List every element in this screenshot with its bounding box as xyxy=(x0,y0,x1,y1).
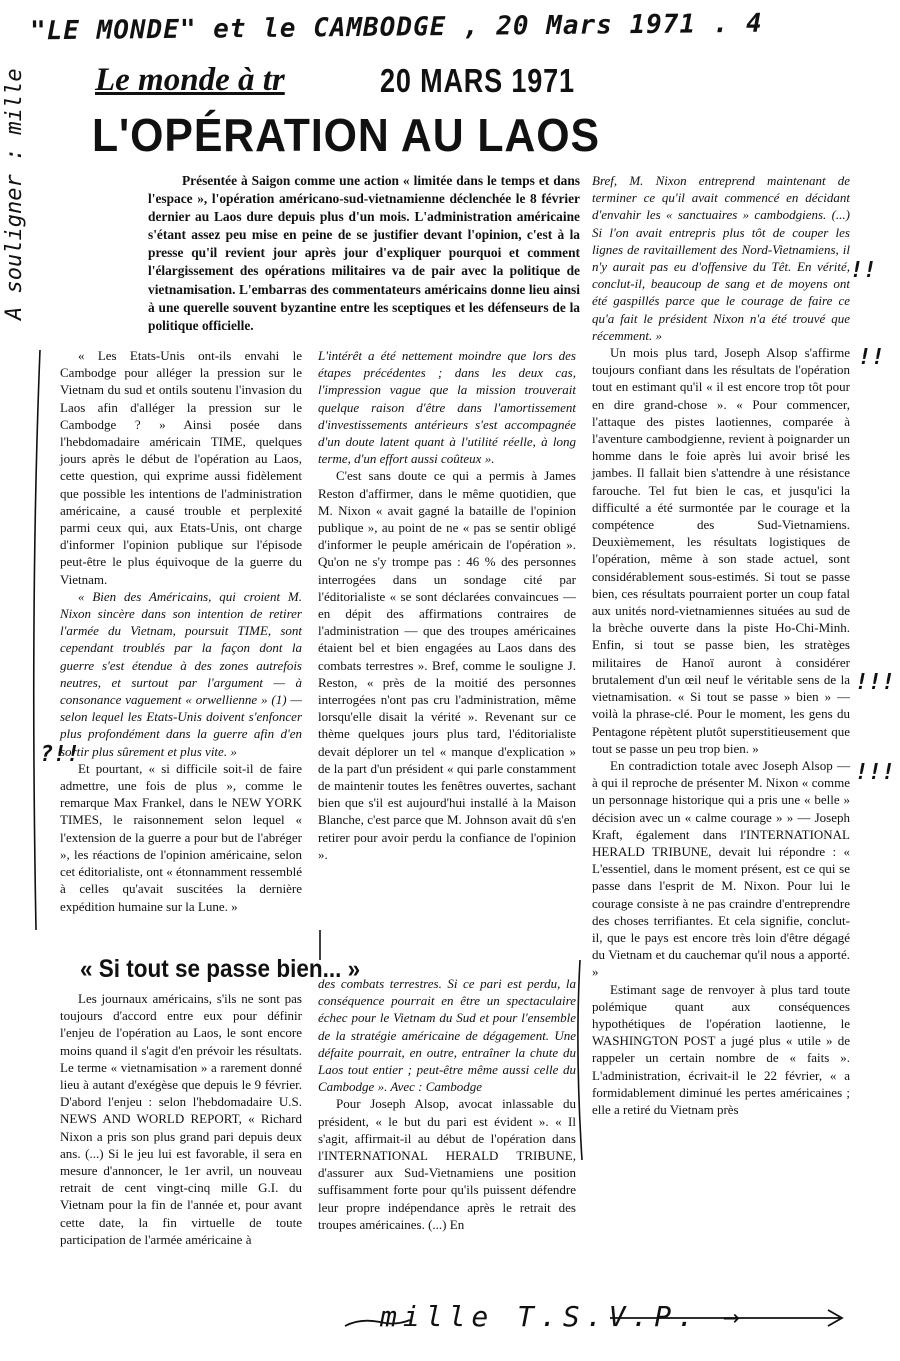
exclamation-annotation: !! xyxy=(850,258,877,283)
paragraph: des combats terrestres. Si ce pari est perdu, la conséquence pourrait en être un spectaculaire échec pour le Vietnam du Sud et pour l'ensemble de la stratégie américaine de dégagement. Une défaite pourrait, en outre, entraîner la chute du Laos tout entier ; peut-être même aussi celle du Cambodge ». Avec : Cambodge xyxy=(318,976,576,1095)
paragraph: « Les Etats-Unis ont-ils envahi le Cambodge pour alléger la pression sur le Vietnam du sud et ontils soutenu l'invasion du Laos afin d'alléger la pression sur le Cambodge ? » Ainsi posée dans l'hebdomadaire américain TIME, quelques jours après le début de l'opération au Laos, cette question, qui exprime aussi fidèlement que possible les intentions de l'administration américaine, a causé trouble et perplexité parmi ceux qui, aux Etats-Unis, ont charge d'informer l'opinion publique sur l'épisode peut-être le plus équivoque de la guerre du Vietnam. xyxy=(60,348,302,587)
paragraph: Un mois plus tard, Joseph Alsop s'affirme toujours confiant dans les résultats de l'opération tout en estimant qu'il « il est encore trop tôt pour en dire grand-chose ». « Pour commencer, l'attaque des pistes laotiennes, comparée à l'aventure cambodgienne, revient à poignarder un homme dans le foie après lui avoir brisé les jambes. Il fallait bien s'attendre à une résistance farouche. Tel fut bien le cas, et jusqu'ici la difficulté a été surmontée par le courage et la compétence des Sud-Vietnamiens. Deuxièmement, les résultats logistiques de l'opération, même à son stade actuel, sont considérablement sous-estimés. Si tout se passe bien, ces résultats pourraient porter un coup fatal aux unités nord-vietnamiennes situées au sud de la brèche ouverte dans la piste Ho-Chi-Minh. Enfin, si tout se passe bien, les stratèges militaires de Hanoï auront à considérer brutalement d'un œil neuf le véritable sens de la vietnamisation. « Si tout se passe » bien » — voilà la phrase-clé. Pour le moment, les gens du Pentagone répètent plutôt superstitieusement que tout se passe un peu trop bien. » xyxy=(592,345,850,756)
headline: L'OPÉRATION AU LAOS xyxy=(92,109,600,161)
exclamation-annotation: !!! xyxy=(855,670,895,695)
paragraph: Pour Joseph Alsop, avocat inlassable du président, « le but du pari est évident ». « Il s'agit, affirmait-il au début de l'opération dans l'INTERNATIONAL HERALD TRIBUNE, d'assurer aux Sud-Vietnamiens une position suffisamment forte pour qu'ils puissent défendre leur propre indépendance après le retrait des troupes américaines. (...) En xyxy=(318,1096,576,1232)
paragraph: En contradiction totale avec Joseph Alsop — à qui il reproche de présenter M. Nixon « comme un personnage historique qui a pris une « belle » décision avec un « calme courage » » — Joseph Kraft, également dans l'INTERNATIONAL HERALD TRIBUNE, devait lui répondre : « L'essentiel, dans le moment présent, est ce qui se passe dans l'esprit de M. Nixon. Pour lui le courage consiste à ne pas craindre d'entreprendre des choses terrifiantes. Et cela signifie, conclut-il, que le pays est encore très loin d'être dégagé du Vietnam et du cauchemar qu'il nous a apporté. » xyxy=(592,757,850,980)
lead-paragraph: Présentée à Saigon comme une action « limitée dans le temps et dans l'espace », l'opération américano-sud-vietnamienne déclenchée le 8 février dernier au Laos dure depuis plus d'un mois. L'administration américaine s'étant assez peu mise en peine de se justifier devant l'opinion, c'est à la presse qu'il revient jour après jour d'expliquer pourquoi et comment l'élargissement des opérations militaires va de pair avec la politique de vietnamisation. L'embarras des commentateurs américains donne lieu ainsi à une querelle souvent byzantine entre les sceptiques et les défenseurs de la politique officielle. xyxy=(148,173,580,333)
exclamation-annotation: !!! xyxy=(855,760,895,785)
margin-line xyxy=(34,350,40,930)
margin-line xyxy=(578,960,582,1160)
exclamation-annotation: !! xyxy=(858,345,885,370)
paragraph: Bref, M. Nixon entreprend maintenant de terminer ce qu'il avait commencé en décidant d'envahir les « sanctuaires » cambodgiens. (...) Si l'on avait entrepris plus tôt de couper les lignes de ravitaillement des Nord-Vietnamiens, il n'y aurait pas eu d'offensive du Têt. En vérité, conclut-il, beaucoup de sang et de moyens ont été gaspillés parce que le courage de faire ce qu'a fait le président Nixon n'a été trouvé que récemment. » xyxy=(592,173,850,343)
exclamation-annotation: ?!! xyxy=(40,742,80,767)
arrow-icon xyxy=(610,1310,842,1326)
paragraph: « Bien des Américains, qui croient M. Nixon sincère dans son intention de retirer l'armée du Vietnam, poursuit TIME, sont cependant troublés par la façon dont la guerre s'est étendue à des zones autrefois neutres, et surtout par l'argument — à consonance vaguement « orwellienne » (1) — selon lequel les Etats-Unis doivent s'enfoncer plus profondément dans la guerre afin d'en sortir plus sûrement et plus vite. » xyxy=(60,588,302,759)
signature-scribble xyxy=(345,1320,410,1326)
masthead: Le monde à tr xyxy=(95,62,285,98)
subheading: « Si tout se passe bien... » xyxy=(80,955,361,983)
paragraph: Les journaux américains, s'ils ne sont pas toujours d'accord entre eux pour définir l'enjeu de l'opération au Laos, le sont encore moins quand il s'agit d'en prévoir les résultats. Le terme « vietnamisation » a rarement donné lieu à autant d'exégèse que depuis le 9 février. D'abord l'enjeu : selon l'hebdomadaire U.S. NEWS AND WORLD REPORT, « Richard Nixon a pris son plus grand pari depuis deux ans. (...) Si le jeu lui est favorable, il sera en mesure d'annoncer, le 1er avril, un nouveau retrait de cent vingt-cinq mille G.I. du Vietnam pour la fin de l'année et, pour avant cette date, la fin virtuelle de toute participation de l'armée américaine à xyxy=(60,991,302,1247)
paragraph: Et pourtant, « si difficile soit-il de faire admettre, une fois de plus », comme le remarque Max Frankel, dans le NEW YORK TIMES, le raisonnement selon lequel « l'extension de la guerre a pour but de l'abréger », les réactions de l'opinion américaine, selon cet éditorialiste, ont « étonnamment ressemblé à celles qu'avait suscitées la dernière expédition humaine sur la Lune. » xyxy=(60,760,302,914)
paragraph: L'intérêt a été nettement moindre que lors des étapes précédentes ; dans les deux cas, l'impression vague que la mission trouverait quelque raison d'être dans l'amortissement d'investissements antérieurs s'est accompagnée d'un doute latent quant à l'utilité réelle, à long terme, d'un effort aussi coûteux ». xyxy=(318,348,576,467)
paragraph: Estimant sage de renvoyer à plus tard toute polémique quant aux conséquences hypothétiques de l'opération laotienne, le WASHINGTON POST a jugé plus « utile » de rappeler un certain nombre de « faits ». L'administration, écrivait-il le 22 février, « a formidablement diminué les pertes américaines ; elle a retiré du Vietnam près xyxy=(592,981,850,1117)
paragraph: C'est sans doute ce qui a permis à James Reston d'affirmer, dans le même quotidien, que M. Nixon « avait gagné la bataille de l'opinion publique », au point de ne « pas se sentir obligé d'informer le peuple américain de l'opération ». Qu'on ne s'y trompe pas : 46 % des personnes interrogées dans un sondage cité par l'éditorialiste « se sont déclarées convaincues — en dépit des affirmations contraires de l'administration — que des troupes américaines étaient bel et bien engagées au Laos dans des combats terrestres ». Bref, comme le souligne J. Reston, « près de la moitié des personnes interrogées n'ont pas cru l'administration, même lorsqu'elle disait la vérité ». Revenant sur ce thème quelques jours plus tard, l'éditorialiste devait déplorer un tel « manque d'explication » de la part d'un président « qui parle constamment de maintenir toutes les fenêtres ouvertes, sachant bien que s'il est aujourd'hui installé à la Maison Blanche, c'est parce que M. Johnson avait dû s'en retirer pour avoir perdu la confiance de l'opinion ». xyxy=(318,468,576,862)
date-stamp: 20 MARS 1971 xyxy=(380,62,575,99)
side-annotation: A souligner : mille xyxy=(2,68,27,320)
footer-annotation: mille T.S.V.P. → xyxy=(380,1300,746,1333)
handwritten-title: "LE MONDE" et le CAMBODGE , 20 Mars 1971 . 4 xyxy=(29,8,763,47)
